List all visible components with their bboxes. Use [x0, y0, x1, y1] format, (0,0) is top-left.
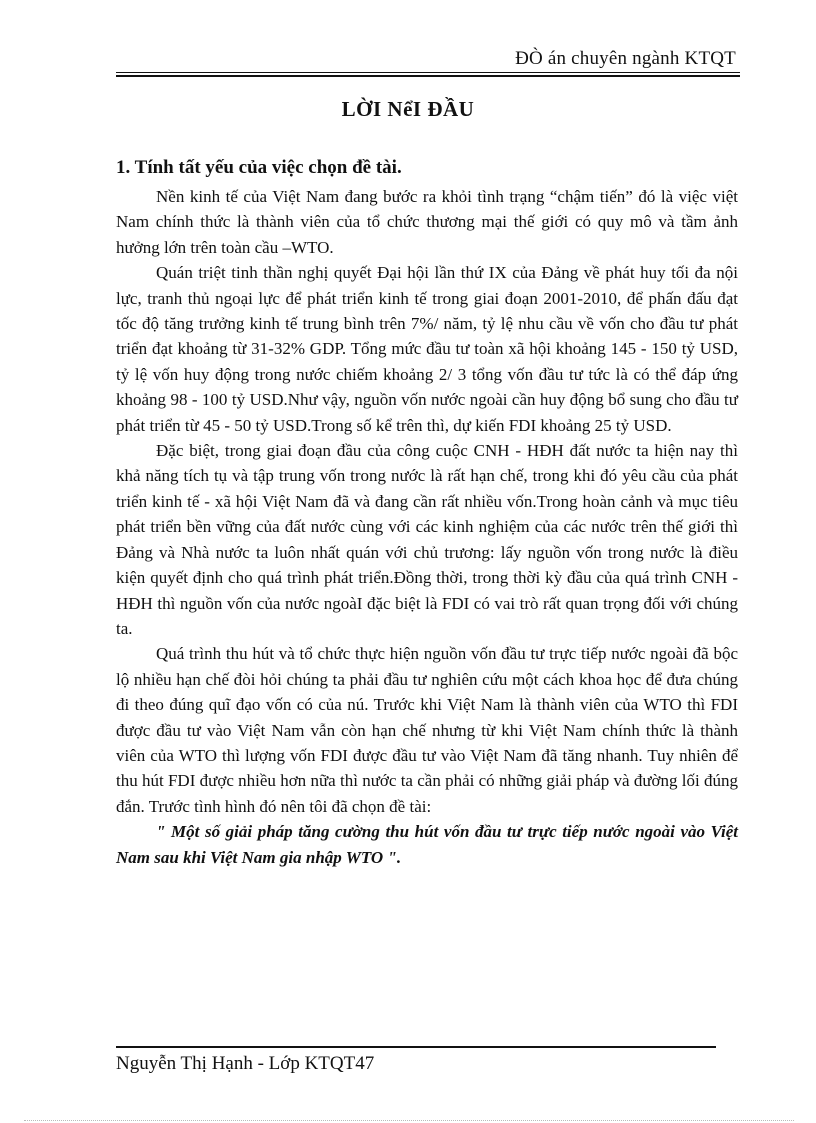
page-bottom-border	[24, 1120, 794, 1121]
paragraph-4: Quá trình thu hút và tổ chức thực hiện nguồn vốn đầu tư trực tiếp nước ngoài đã bộc lộ nhiều hạn chế đòi hỏi chúng ta phải đầu tư nghiên cứu một cách khoa học để đưa chúng đi theo đúng quĩ đạo vốn có của nú. Trước khi Việt Nam là thành viên của WTO thì FDI được đầu tư vào Việt Nam vẫn còn hạn chế nhưng từ khi Việt Nam chính thức là thành viên của WTO thì lượng vốn FDI được đầu tư vào Việt Nam đã tăng nhanh. Tuy nhiên để thu hút FDI được nhiều hơn nữa thì nước ta cần phải có những giải pháp và đường lối đúng đắn. Trước tình hình đó nên tôi đã chọn đề tài:	[116, 644, 738, 816]
footer-divider	[116, 1046, 716, 1048]
topic-quote: " Một số giải pháp tăng cường thu hút vốn đầu tư trực tiếp nước ngoài vào Việt Nam sau khi Việt Nam gia nhập WTO ".	[116, 822, 738, 867]
document-body	[116, 184, 738, 870]
section-heading: 1. Tính tất yếu của việc chọn đề tài.	[116, 157, 402, 178]
paragraph-1: Nền kinh tế của Việt Nam đang bước ra khỏi tình trạng “chậm tiến” đó là việc việt Nam chính thức là thành viên của tổ chức thương mại thế giới có quy mô và tầm ảnh hưởng lớn trên toàn cầu –WTO.	[116, 187, 738, 257]
header-title: ĐÒ án chuyên ngành KTQT	[515, 48, 736, 69]
header-divider-thick	[116, 75, 740, 77]
paragraph-3: Đặc biệt, trong giai đoạn đầu của công cuộc CNH - HĐH đất nước ta hiện nay thì khả năng tích tụ và tập trung vốn trong nước là rất hạn chế, trong khi đó yêu cầu của phát triển kinh tế - xã hội Việt Nam đã và đang cần rất nhiều vốn.Trong hoàn cảnh và mục tiêu phát triển bền vững của đất nước cùng với các kinh nghiệm của các nước trên thế giới thì Đảng và Nhà nước ta luôn nhất quán với chủ trương: lấy nguồn vốn trong nước là điều kiện quyết định cho quá trình phát triển.Đồng thời, trong thời kỳ đầu của quá trình CNH - HĐH thì nguồn vốn của nước ngoàI đặc biệt là FDI có vai trò rất quan trọng đối với chúng ta.	[116, 441, 738, 638]
paragraph-2: Quán triệt tinh thần nghị quyết Đại hội lần thứ IX của Đảng về phát huy tối đa nội lực, tranh thủ ngoại lực để phát triển kinh tế trong giai đoạn 2001-2010, để phấn đấu đạt tốc độ tăng trưởng kinh tế trung bình trên 7%/ năm, tỷ lệ nhu cầu về vốn cho đầu tư phát triển đạt khoảng từ 31-32% GDP. Tổng mức đầu tư toàn xã hội khoảng 145 - 150 tỷ USD, tỷ lệ vốn huy động trong nước chiếm khoảng 2/ 3 tổng vốn đầu tư tức là có thể đáp ứng khoảng 98 - 100 tỷ USD.Như vậy, nguồn vốn nước ngoài cần huy động bổ sung cho đầu tư phát triển từ 45 - 50 tỷ USD.Trong số kể trên thì, dự kiến FDI khoảng 25 tỷ USD.	[116, 263, 738, 435]
header-divider-thin	[116, 72, 740, 73]
page-title: LỜI NểI ĐẦU	[341, 97, 475, 121]
footer-author: Nguyễn Thị Hạnh - Lớp KTQT47	[116, 1053, 375, 1074]
